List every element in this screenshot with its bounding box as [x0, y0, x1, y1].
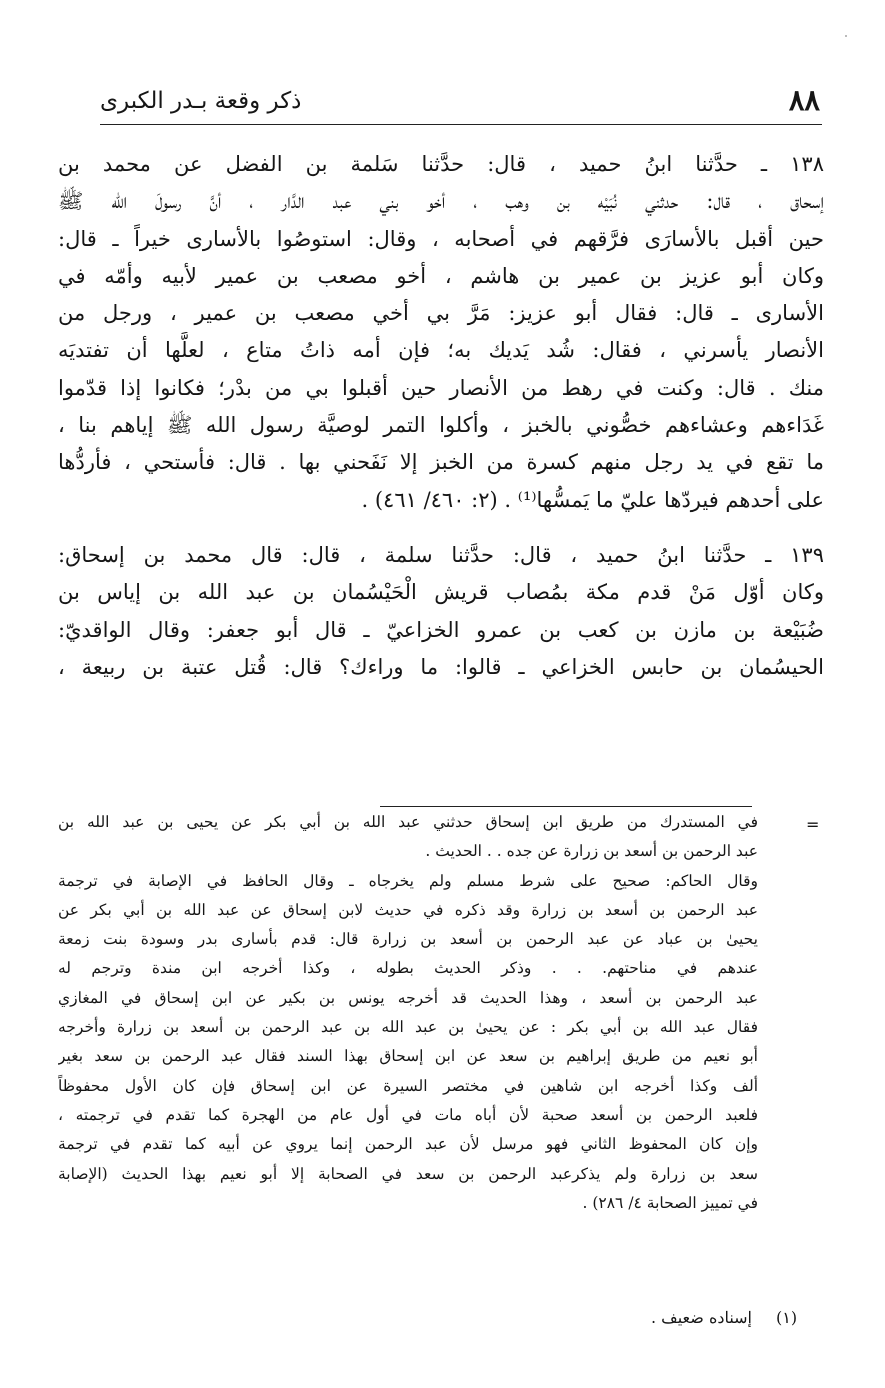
running-title: ذكر وقعة بـدر الكبرى — [100, 88, 302, 114]
footnote-continuation-mark: = — [806, 815, 820, 834]
text-line: ١٣٩ ـ حدَّثنا ابنُ حميد ، قال: حدَّثنا سلمة ، قال: قال محمد بن إسحاق: — [58, 542, 824, 567]
text-line: غَدَاءهم وعشاءهم خصُّوني بالخبز ، وأكلوا التمر لوصيَّة رسول الله ﷺ إياهم بنا ، — [58, 413, 824, 438]
running-head — [100, 82, 820, 122]
paragraph-139 — [58, 537, 824, 686]
text-line: حين أقبل بالأسارَى فرَّقهم في أصحابه ، وقال: استوصُوا بالأسارى خيراً ـ قال: — [58, 226, 824, 251]
footnote-line: عندهم في مناحتهم. . . وذكر الحديث بطوله ، وكذا أخرجه ابن مندة وترجم له — [58, 959, 758, 978]
text-line: إسحاق ، قال: حدثني نُبَيْه بن وهب ، أخو بني عبد الدَّار ، أنَّ رسولَ الله ﷺ — [58, 189, 824, 214]
footnotes — [58, 808, 758, 1218]
footnote-line: فقال عبد الله بن أبي بكر : عن يحيىٰ بن عبد الله بن عبد الرحمن بن أسعد بن زرارة وأخرجه — [58, 1018, 758, 1037]
footnote-line: عبد الرحمن بن أسعد بن زرارة عن جده . . الحديث . — [425, 842, 758, 861]
footnote-line: ألف وكذا أخرجه ابن شاهين في مختصر السيرة عن ابن إسحاق فإن كان الأول محفوظاً — [58, 1076, 758, 1095]
footnote-line: وإن كان المحفوظ الثاني فهو مرسل لأن عبد الرحمن إنما يروي عن أبيه كما تقدم في ترجمة — [58, 1135, 758, 1154]
footnote-line: أبو نعيم من طريق إبراهيم بن سعد عن ابن إسحاق بهذا السند فقال عبد الرحمن بن سعد بغير — [58, 1047, 758, 1066]
footnote-1-text: إسناده ضعيف . — [650, 1308, 752, 1327]
footnote-line: وقال الحاكم: صحيح على شرط مسلم ولم يخرجاه ـ وقال الحافظ في الإصابة في ترجمة — [58, 871, 758, 890]
text-line: ضُبَيْعة بن مازن بن كعب بن عمرو الخزاعيّ ـ قال أبو جعفر: وقال الواقديّ: — [58, 617, 824, 642]
footnote-line: في تمييز الصحابة ٤/ ٢٨٦) . — [582, 1193, 758, 1212]
header-rule — [100, 124, 822, 125]
footnote-line: عبد الرحمن بن أسعد ، وهذا الحديث قد أخرجه يونس بن بكير عن ابن إسحاق في المغازي — [58, 988, 758, 1007]
footnote-line: سعد بن زرارة ولم يذكرعبد الرحمن بن سعد في الصحابة إلا أبو نعيم بهذا الحديث (الإصابة — [58, 1164, 758, 1183]
text-line: منك . قال: وكنت في رهط من الأنصار حين أقبلوا بي من بدْر؛ فكانوا إذا قدّموا — [58, 375, 824, 400]
text-line: ما تقع في يد رجل منهم كسرة من الخبز إلا نَفَحني بها . قال: فأستحي ، فأردُّها — [58, 450, 824, 475]
paragraph-138 — [58, 146, 824, 519]
footnote-line: يحيىٰ بن عباد عن عبد الرحمن بن أسعد بن زرارة قال: قدم بأسارى بدر وسودة بنت زمعة — [58, 930, 758, 949]
text-line: الحيسُمان بن حابس الخزاعي ـ قالوا: ما وراءك؟ قال: قُتل عتبة بن ربيعة ، — [58, 654, 824, 679]
text-line: الأنصار يأسرني ، فقال: شُد يَديك به؛ فإن أمه ذاتُ متاع ، لعلَّها أن تفتديَه — [58, 338, 824, 363]
text-line: وكان أبو عزيز بن عمير بن هاشم ، أخو مصعب بن عمير لأبيه وأمّه في — [58, 263, 824, 288]
text-line: وكان أوّل مَنْ قدم مكة بمُصاب قريش الْحَيْسُمان بن عبد الله بن إياس بن — [58, 580, 824, 605]
text-line: ١٣٨ ـ حدَّثنا ابنُ حميد ، قال: حدَّثنا سَلمة بن الفضل عن محمد بن — [58, 152, 824, 176]
footnote-separator — [380, 806, 752, 807]
footnote-line: في المستدرك من طريق ابن إسحاق حدثني عبد الله بن أبي بكر عن يحيى بن عبد الله بن — [58, 813, 758, 831]
text-line: الأسارى ـ قال: فقال أبو عزيز: مَرَّ بي أخي مصعب بن عمير ، ورجل من — [58, 301, 824, 326]
footnote-1-marker: (١) — [776, 1308, 798, 1327]
scan-speck — [845, 35, 847, 37]
main-text — [58, 146, 824, 686]
page-number: ٨٨ — [788, 83, 820, 117]
footnote-line: فلعبد الرحمن بن أسعد صحبة لأن أباه مات في أول عام من الهجرة كما تقدم في ترجمته ، — [58, 1105, 758, 1124]
footnote-line: عبد الرحمن بن أسعد بن زرارة وقد ذكره في حديث لابن إسحاق عن عبد الله بن أبي بكر عن — [58, 900, 758, 919]
paragraph-gap — [58, 519, 824, 537]
text-line: على أحدهم فيردّها عليّ ما يَمسُّها⁽¹⁾ . (٢: ٤٦٠/ ٤٦١) . — [361, 487, 824, 512]
